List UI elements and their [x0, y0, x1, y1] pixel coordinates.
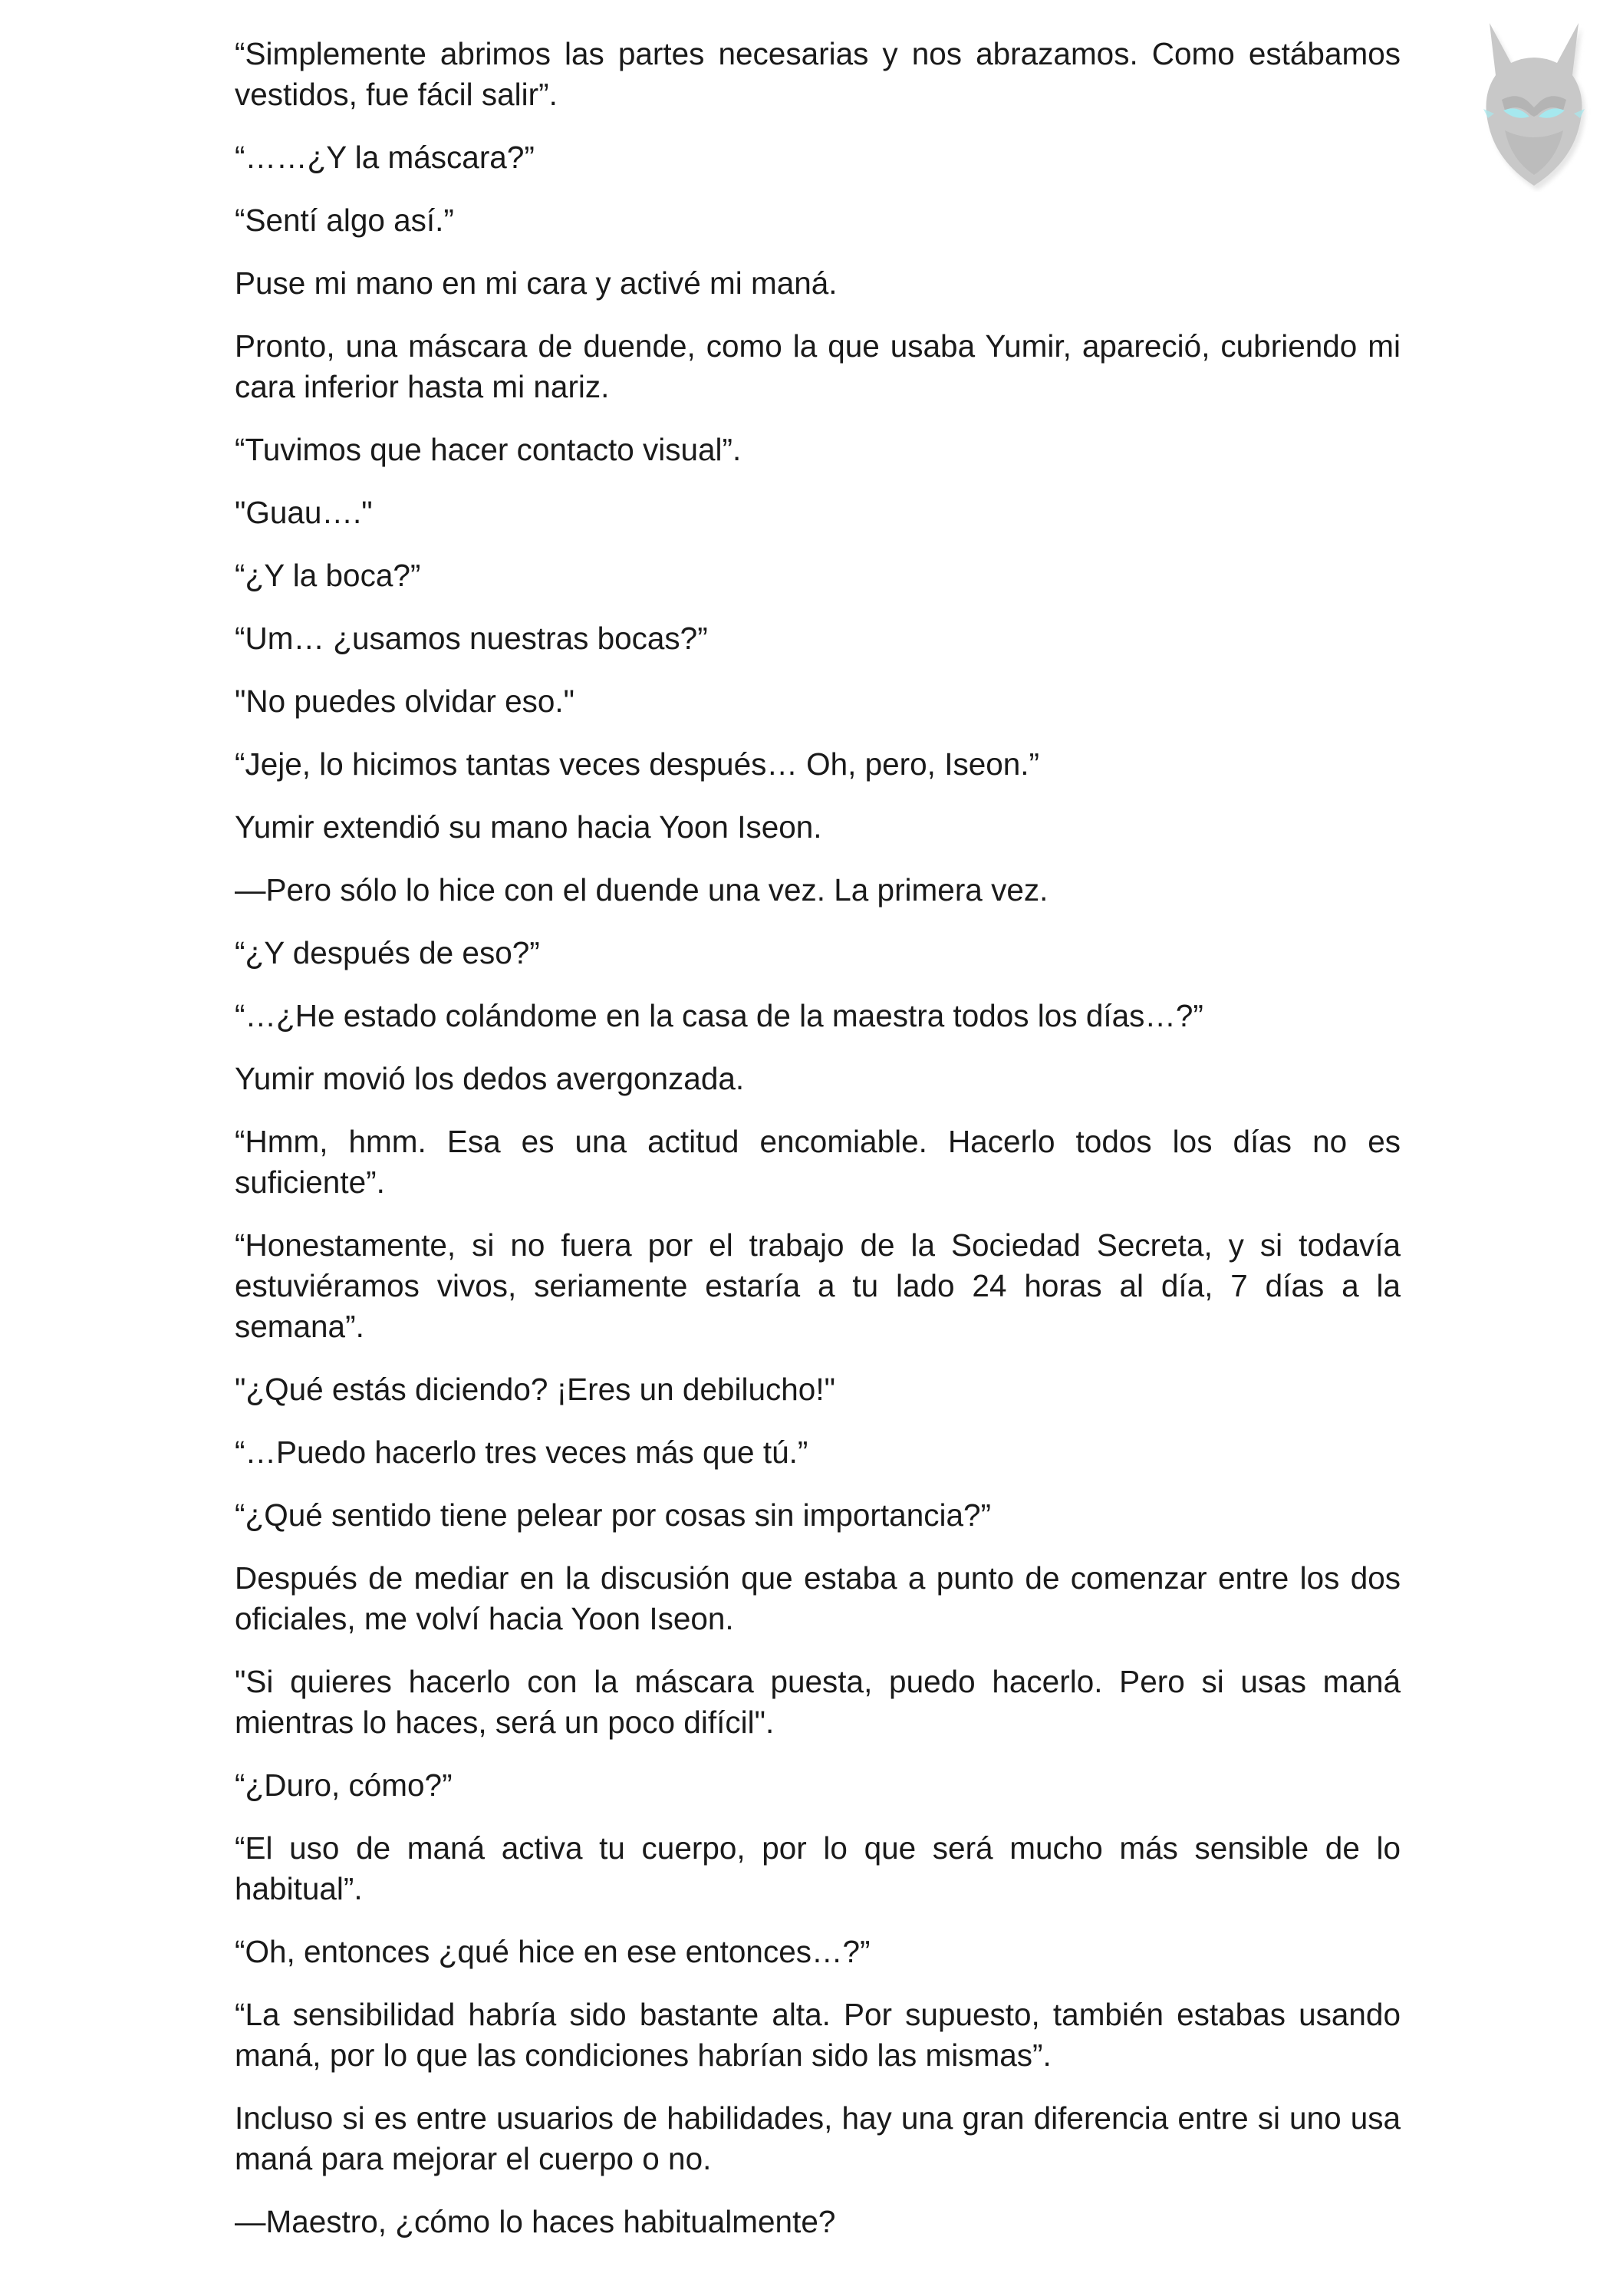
paragraph: “Jeje, lo hicimos tantas veces después… Oh, pero, Iseon.”	[235, 746, 1040, 782]
paragraph: Incluso si es entre usuarios de habilidades, hay una gran diferencia entre si uno usa maná para mejorar el cuerpo o no.	[235, 2100, 1401, 2176]
paragraph: “Hmm, hmm. Esa es una actitud encomiable. Hacerlo todos los días no es suficiente”.	[235, 1124, 1401, 1200]
paragraph: —Maestro, ¿cómo lo haces habitualmente?	[235, 2204, 836, 2239]
paragraph: “Simplemente abrimos las partes necesarias y nos abrazamos. Como estábamos vestidos, fue fácil salir”.	[235, 36, 1401, 112]
paragraph: “¿Y la boca?”	[235, 558, 421, 593]
paragraph: “La sensibilidad habría sido bastante alta. Por supuesto, también estabas usando maná, por lo que las condiciones habrían sido las mismas”.	[235, 1997, 1401, 2073]
paragraph: “…Puedo hacerlo tres veces más que tú.”	[235, 1435, 808, 1470]
paragraph: "Si quieres hacerlo con la máscara puesta, puedo hacerlo. Pero si usas maná mientras lo haces, será un poco difícil".	[235, 1664, 1401, 1740]
paragraph: Pronto, una máscara de duende, como la que usaba Yumir, apareció, cubriendo mi cara inferior hasta mi nariz.	[235, 328, 1401, 404]
paragraph: "¿Qué estás diciendo? ¡Eres un debilucho!"	[235, 1372, 835, 1407]
paragraph: “…¿He estado colándome en la casa de la maestra todos los días…?”	[235, 998, 1203, 1033]
paragraph: Yumir extendió su mano hacia Yoon Iseon.	[235, 809, 822, 845]
paragraph: “¿Qué sentido tiene pelear por cosas sin importancia?”	[235, 1497, 992, 1533]
paragraph: “Honestamente, si no fuera por el trabajo de la Sociedad Secreta, y si todavía estuviéramos vivos, seriamente estaría a tu lado 24 horas al día, 7 días a la semana”.	[235, 1227, 1401, 1344]
paragraph: “¿Duro, cómo?”	[235, 1767, 453, 1803]
paragraph: Yumir movió los dedos avergonzada.	[235, 1061, 745, 1096]
paragraph: “¿Y después de eso?”	[235, 935, 540, 970]
paragraph: “El uso de maná activa tu cuerpo, por lo que será mucho más sensible de lo habitual”.	[235, 1830, 1401, 1906]
story-text	[235, 34, 1401, 2265]
paragraph: Después de mediar en la discusión que estaba a punto de comenzar entre los dos oficiales, me volví hacia Yoon Iseon.	[235, 1560, 1401, 1636]
paragraph: “Tuvimos que hacer contacto visual”.	[235, 432, 742, 467]
paragraph: “……¿Y la máscara?”	[235, 140, 535, 175]
demon-head-icon	[1457, 15, 1611, 192]
paragraph: Puse mi mano en mi cara y activé mi maná.	[235, 265, 838, 301]
paragraph: “Um… ¿usamos nuestras bocas?”	[235, 621, 708, 656]
paragraph: "No puedes olvidar eso."	[235, 684, 575, 719]
paragraph: “Oh, entonces ¿qué hice en ese entonces…?”	[235, 1934, 871, 1969]
paragraph: "Guau…."	[235, 495, 373, 530]
paragraph: “Sentí algo así.”	[235, 203, 454, 238]
paragraph: —Pero sólo lo hice con el duende una vez. La primera vez.	[235, 872, 1049, 908]
